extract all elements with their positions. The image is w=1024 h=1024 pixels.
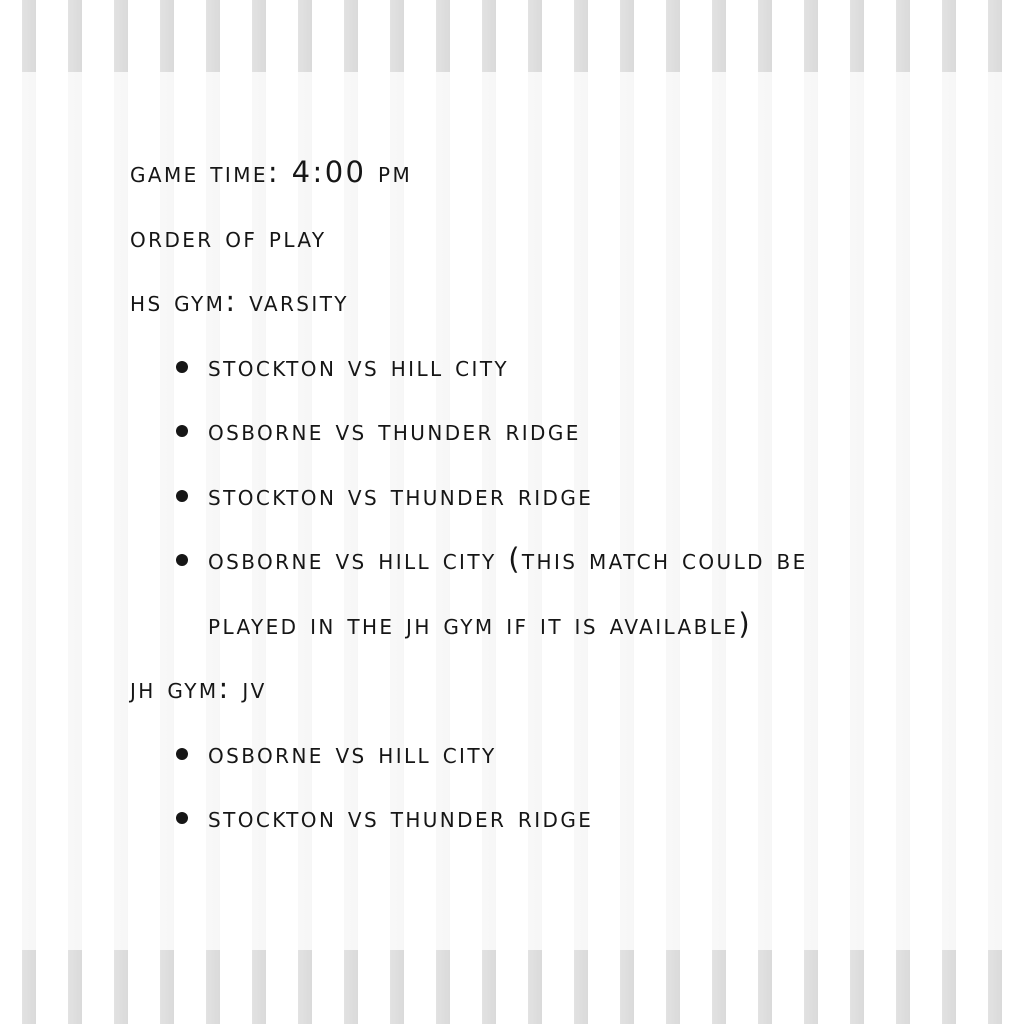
game-time: game time: 4:00 pm: [130, 155, 413, 189]
bullet-icon: [176, 812, 188, 824]
jh-gym-match-list: [130, 721, 910, 850]
bullet-icon: [176, 425, 188, 437]
list-item: [208, 334, 910, 399]
jh-gym-heading: jh gym: jv: [130, 671, 267, 705]
match-text: osborne vs hill city (this match could be played in the jh gym if it is available): [208, 542, 808, 641]
list-item: [208, 527, 910, 656]
list-item: [208, 398, 910, 463]
match-text: osborne vs thunder ridge: [208, 413, 581, 447]
hs-gym-match-list: [130, 334, 910, 657]
match-text: stockton vs hill city: [208, 348, 510, 383]
bullet-icon: [176, 361, 188, 373]
match-text: osborne vs hill city: [208, 735, 497, 770]
list-item: [208, 463, 910, 528]
list-item: [208, 721, 910, 786]
schedule-document: [130, 140, 910, 850]
order-of-play-heading: order of play: [130, 219, 327, 254]
bullet-icon: [176, 554, 188, 566]
match-text: stockton vs thunder ridge: [208, 477, 594, 512]
hs-gym-heading: hs gym: varsity: [130, 284, 349, 318]
match-text: stockton vs thunder ridge: [208, 800, 594, 834]
bullet-icon: [176, 490, 188, 502]
bullet-icon: [176, 748, 188, 760]
list-item: [208, 785, 910, 850]
